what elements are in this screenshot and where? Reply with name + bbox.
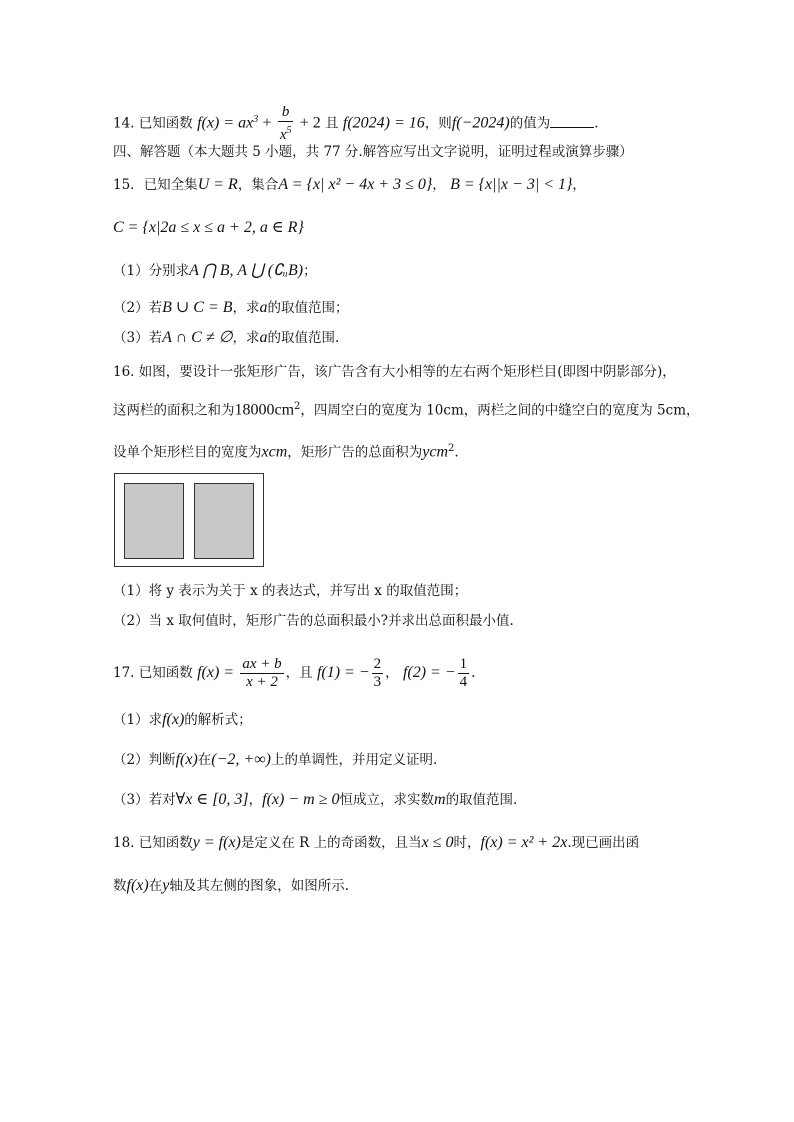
- q17-cond2-num: 1: [459, 656, 468, 672]
- q15-p3-var: a: [259, 329, 268, 346]
- q18-text-b: 是定义在 R 上的奇函数，且当: [240, 835, 422, 851]
- q17-text-a: 已知函数: [138, 665, 193, 681]
- q15-part1: [113, 261, 317, 281]
- q17-text-b: ，且: [285, 665, 313, 681]
- q16-line3-end: .: [454, 444, 459, 461]
- q15-p2-text: ，求: [232, 300, 260, 316]
- q15-part3: [113, 328, 339, 348]
- q17-p3-sep: ，: [248, 792, 263, 808]
- q15-p2-end: 的取值范围；: [267, 300, 349, 316]
- q15-universal-set: U = R: [197, 176, 238, 193]
- q15-number: 15．: [113, 177, 144, 193]
- q14-line: [113, 104, 599, 144]
- q17-p2-interval: (−2, +∞): [211, 751, 271, 768]
- q14-func-left: f(x) = ax: [197, 114, 254, 132]
- q18-line2: [113, 876, 349, 896]
- q18-line2-math: f(x): [126, 877, 149, 894]
- q17-part3: [113, 790, 517, 810]
- q17-p1-end: 的解析式；: [184, 712, 252, 728]
- q15-text-a: 已知全集: [143, 177, 198, 193]
- q15-part2: [113, 298, 349, 318]
- q18-line2-y: y: [162, 877, 170, 894]
- q14-period: .: [594, 115, 599, 132]
- q18-text-d: .现已画出函: [567, 835, 640, 851]
- q18-expr: f(x) = x² + 2x: [480, 834, 568, 851]
- q15-set-a: A = {x| x² − 4x + 3 ≤ 0}: [278, 176, 433, 193]
- q18-text-a: 已知函数: [138, 835, 193, 851]
- q18-text-c: 时，: [453, 835, 481, 851]
- q17-cond1-fraction: [372, 656, 384, 691]
- q17-p3-end: 的取值范围.: [445, 792, 518, 808]
- q17-frac-num: ax + b: [242, 656, 282, 672]
- q17-frac-den: x + 2: [246, 674, 278, 690]
- q15-p3-label: （3）若: [113, 330, 163, 346]
- q16-area-sup: 2: [294, 401, 301, 412]
- q18-line1: [113, 833, 639, 853]
- q14-plus2: + 2: [299, 114, 321, 132]
- q17-cond1-den: 3: [373, 674, 382, 690]
- q15-sep: ，: [432, 177, 446, 193]
- q15-p2-var: a: [259, 299, 268, 316]
- q17-p3-label: （3）若对: [113, 792, 176, 808]
- q17-line1: [113, 656, 475, 691]
- q16-line3-a: 设单个矩形栏目的宽度为: [113, 444, 262, 461]
- q14-text-d: 的值为: [509, 115, 551, 132]
- q17-p1-label: （1）求: [113, 712, 163, 728]
- q17-p2-math: f(x): [175, 751, 198, 768]
- q14-frac-num: b: [278, 104, 294, 122]
- q16-x-unit: xcm: [261, 443, 288, 461]
- q15-p2-label: （2）若: [113, 300, 163, 316]
- q14-exp3: 3: [253, 114, 259, 125]
- q14-plus-sign: +: [262, 114, 272, 132]
- q15-p3-text: ，求: [232, 330, 260, 346]
- q15-set-c: C = {x|2a ≤ x ≤ a + 2, a ∈ R}: [113, 219, 304, 236]
- q14-text-b: 且: [325, 115, 339, 132]
- q14-number: 14.: [113, 115, 135, 132]
- q16-part1: （1）将 y 表示为关于 x 的表达式，并写出 x 的取值范围；: [113, 583, 468, 599]
- q16-y-sup: 2: [448, 443, 455, 454]
- section4-heading: 四、解答题（本大题共 5 小题，共 77 分.解答应写出文字说明，证明过程或演算步骤）: [113, 144, 633, 160]
- ad-left-column: [124, 483, 184, 559]
- q15-line1: [113, 175, 586, 195]
- q18-cond: x ≤ 0: [421, 834, 454, 851]
- q17-cond2: f(2) = −: [402, 664, 456, 681]
- q17-cond2-fraction: [458, 656, 470, 691]
- q15-p1-end: ；: [303, 263, 317, 279]
- q17-number: 17.: [113, 665, 135, 681]
- q16-area-value: 18000cm: [234, 401, 295, 419]
- q18-line2-c: 轴及其左侧的图象，如图所示.: [169, 878, 350, 894]
- q14-answer-blank[interactable]: [550, 113, 594, 128]
- q17-p3-math: ∀x ∈ [0, 3]: [175, 791, 249, 808]
- q17-part2: [113, 750, 437, 770]
- q17-p2-end: 上的单调性，并用定义证明.: [270, 752, 438, 768]
- q17-sep: ，: [385, 665, 399, 681]
- q17-func-left: f(x) =: [197, 664, 235, 681]
- q14-exp5: 5: [286, 125, 292, 136]
- q18-func: y = f(x): [192, 834, 241, 851]
- q18-number: 18.: [113, 835, 135, 851]
- q15-p2-math: B ∪ C = B: [162, 299, 233, 316]
- q17-p2-mid: 在: [197, 752, 212, 768]
- q16-line2-a: 这两栏的面积之和为: [113, 402, 235, 419]
- q16-line1: 16. 如图，要设计一张矩形广告，该广告含有大小相等的左右两个矩形栏目(即图中阴影部分)，: [113, 364, 676, 380]
- q17-p3-mid: 恒成立，求实数: [339, 792, 434, 808]
- q16-line2-b: ，四周空白的宽度为 10cm，两栏之间的中缝空白的宽度为 5cm，: [300, 402, 700, 419]
- ad-right-column: [194, 483, 254, 559]
- ad-diagram: [114, 473, 264, 567]
- q18-line2-b: 在: [148, 878, 163, 894]
- q17-cond1: f(1) = −: [316, 664, 370, 681]
- q17-fraction: [240, 656, 283, 691]
- q17-p3-inequality: f(x) − m ≥ 0: [262, 791, 340, 808]
- q17-end: .: [471, 665, 476, 681]
- q16-line3: [113, 439, 459, 463]
- q15-end: ，: [572, 177, 586, 193]
- q14-frac-den: [278, 122, 294, 144]
- q15-p3-end: 的取值范围.: [267, 330, 340, 346]
- q17-p3-var: m: [434, 791, 446, 808]
- q14-fraction: [278, 104, 294, 144]
- q17-p2-label: （2）判断: [113, 752, 176, 768]
- q14-frac-den-x: x: [279, 127, 287, 143]
- q15-text-b: ，集合: [237, 177, 279, 193]
- q16-line2: [113, 397, 700, 421]
- q16-y-unit: ycm: [422, 443, 449, 461]
- q15-p1-label: （1）分别求: [113, 263, 190, 279]
- q15-p3-math: A ∩ C ≠ ∅: [162, 329, 233, 346]
- q14-target: f(−2024): [451, 114, 510, 132]
- q17-cond2-den: 4: [459, 674, 468, 690]
- q15-p1-math: A ⋂ B, A ⋃ (∁ᵤB): [189, 262, 304, 279]
- q15-set-b: B = {x||x − 3| < 1}: [450, 176, 573, 193]
- q16-line3-b: ，矩形广告的总面积为: [287, 444, 423, 461]
- q16-part2: （2）当 x 取何值时，矩形广告的总面积最小?并求出总面积最小值.: [113, 613, 514, 629]
- q18-line2-a: 数: [113, 878, 127, 894]
- q14-text-a: 已知函数: [138, 115, 193, 132]
- q17-p1-math: f(x): [162, 711, 185, 728]
- q14-text-c: ，则: [424, 115, 452, 132]
- q14-condition: f(2024) = 16: [342, 114, 425, 132]
- q17-part1: [113, 710, 252, 730]
- q17-cond1-num: 2: [373, 656, 382, 672]
- q15-line2: [113, 218, 304, 238]
